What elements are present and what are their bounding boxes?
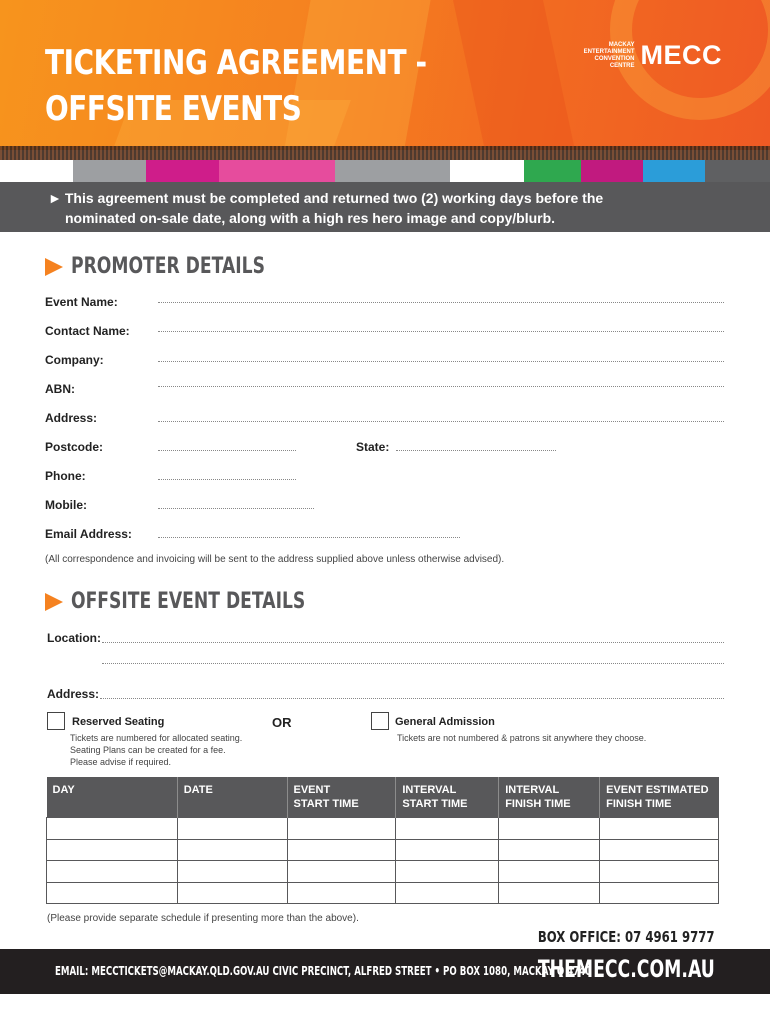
promoter-details-heading	[45, 254, 320, 279]
section-title: PROMOTER DETAILS	[71, 254, 265, 279]
page-title	[45, 40, 427, 132]
location-field-line-2[interactable]	[102, 663, 724, 664]
table-row	[47, 818, 719, 840]
company-label: Company:	[45, 353, 104, 367]
contact-name-field[interactable]	[158, 331, 724, 332]
table-cell[interactable]	[499, 861, 600, 883]
reserved-desc-line: Please advise if required.	[70, 757, 172, 767]
mecc-logo	[579, 40, 723, 71]
email-label: Email Address:	[45, 527, 132, 541]
offsite-details-heading	[45, 589, 371, 614]
header-banner	[0, 0, 770, 150]
postcode-row	[45, 436, 103, 454]
table-cell[interactable]	[287, 882, 396, 904]
or-separator: OR	[272, 715, 292, 730]
title-line-2: OFFSITE EVENTS	[45, 89, 302, 129]
table-cell[interactable]	[499, 839, 600, 861]
state-field[interactable]	[396, 450, 556, 451]
address-row	[45, 407, 97, 425]
column-header-day: DAY	[47, 777, 178, 818]
email-field[interactable]	[158, 537, 460, 538]
abn-row	[45, 378, 75, 396]
table-row	[47, 882, 719, 904]
strip-segment	[643, 160, 705, 182]
contact-name-label: Contact Name:	[45, 324, 130, 338]
box-office-phone: BOX OFFICE: 07 4961 9777	[538, 928, 715, 946]
table-cell[interactable]	[396, 861, 499, 883]
decorative-shape	[447, 0, 584, 150]
address-label: Address:	[45, 411, 98, 425]
triangle-bullet-icon	[45, 593, 63, 611]
table-cell[interactable]	[396, 818, 499, 840]
strip-segment	[450, 160, 523, 182]
reserved-seating-checkbox[interactable]	[47, 712, 65, 730]
general-admission-checkbox[interactable]	[371, 712, 389, 730]
table-cell[interactable]	[287, 818, 396, 840]
strip-segment	[219, 160, 335, 182]
table-cell[interactable]	[177, 882, 287, 904]
phone-row	[45, 465, 86, 483]
logo-subtitle: MACKAY ENTERTAINMENT CONVENTION CENTRE	[583, 41, 635, 69]
table-cell[interactable]	[47, 818, 178, 840]
table-cell[interactable]	[600, 818, 719, 840]
column-header-event-finish: EVENT ESTIMATED FINISH TIME	[600, 777, 719, 818]
table-cell[interactable]	[600, 839, 719, 861]
location-row	[47, 627, 101, 645]
state-row	[356, 436, 389, 454]
table-cell[interactable]	[499, 882, 600, 904]
title-line-1: TICKETING AGREEMENT -	[45, 43, 427, 83]
email-row	[45, 523, 132, 541]
table-cell[interactable]	[396, 839, 499, 861]
table-cell[interactable]	[287, 861, 396, 883]
reserved-desc-line: Seating Plans can be created for a fee.	[70, 745, 226, 755]
location-field-line-1[interactable]	[102, 642, 724, 643]
strip-segment	[73, 160, 146, 182]
footer-bar	[0, 949, 770, 994]
table-cell[interactable]	[499, 818, 600, 840]
abn-label: ABN:	[45, 382, 75, 396]
general-admission-description: Tickets are not numbered & patrons sit anywhere they choose.	[397, 733, 647, 743]
mobile-field[interactable]	[158, 508, 314, 509]
strip-segment	[335, 160, 451, 182]
phone-field[interactable]	[158, 479, 296, 480]
table-row	[47, 861, 719, 883]
footer-website[interactable]: THEMECC.COM.AU	[538, 955, 715, 983]
notice-line-2: nominated on-sale date, along with a high res hero image and copy/blurb.	[65, 210, 556, 226]
reserved-seating-description	[70, 732, 242, 768]
column-header-interval-finish: INTERVAL FINISH TIME	[499, 777, 600, 818]
notice-line-1: This agreement must be completed and returned two (2) working days before the	[64, 190, 604, 206]
company-field[interactable]	[158, 361, 724, 362]
event-name-field[interactable]	[158, 302, 724, 303]
strip-segment	[0, 160, 73, 182]
location-label: Location:	[47, 631, 101, 645]
footer-contact-info: EMAIL: MECCTICKETS@MACKAY.QLD.GOV.AU CIVIC PRECINCT, ALFRED STREET • PO BOX 1080, MACKAY Q 4740	[55, 964, 592, 978]
table-cell[interactable]	[47, 861, 178, 883]
mobile-row	[45, 494, 87, 512]
contact-name-row	[45, 320, 130, 338]
table-row	[47, 839, 719, 861]
mobile-label: Mobile:	[45, 498, 87, 512]
table-cell[interactable]	[396, 882, 499, 904]
color-strip	[0, 160, 770, 182]
table-cell[interactable]	[47, 839, 178, 861]
triangle-bullet-icon	[45, 258, 63, 276]
offsite-address-row	[47, 683, 99, 701]
company-row	[45, 349, 104, 367]
offsite-address-field[interactable]	[100, 698, 724, 699]
column-header-interval-start: INTERVAL START TIME	[396, 777, 499, 818]
column-header-date: DATE	[177, 777, 287, 818]
phone-label: Phone:	[45, 469, 86, 483]
address-field[interactable]	[158, 421, 724, 422]
arrow-right-icon: ►	[48, 190, 62, 206]
reserved-seating-label: Reserved Seating	[72, 716, 165, 728]
column-header-event-start: EVENT START TIME	[287, 777, 396, 818]
strip-segment	[581, 160, 643, 182]
logo-wordmark: MECC	[640, 40, 722, 70]
general-admission-label: General Admission	[395, 716, 495, 728]
table-cell[interactable]	[177, 818, 287, 840]
abn-field[interactable]	[158, 386, 724, 387]
strip-segment	[705, 160, 770, 182]
section-title: OFFSITE EVENT DETAILS	[71, 589, 306, 614]
table-header-row	[47, 777, 719, 818]
event-schedule-table	[46, 777, 719, 904]
schedule-note: (Please provide separate schedule if presenting more than the above).	[47, 913, 359, 924]
event-name-row	[45, 291, 118, 309]
postcode-label: Postcode:	[45, 440, 104, 454]
correspondence-note: (All correspondence and invoicing will be sent to the address supplied above unless otherwise advised).	[45, 554, 505, 565]
event-name-label: Event Name:	[45, 295, 118, 309]
header-fringe	[0, 146, 770, 160]
table-cell[interactable]	[287, 839, 396, 861]
table-cell[interactable]	[177, 861, 287, 883]
strip-segment	[524, 160, 582, 182]
state-label: State:	[356, 440, 390, 454]
table-cell[interactable]	[177, 839, 287, 861]
notice-bar	[0, 182, 770, 232]
table-cell[interactable]	[47, 882, 178, 904]
postcode-field[interactable]	[158, 450, 296, 451]
offsite-address-label: Address:	[47, 687, 100, 701]
table-cell[interactable]	[600, 882, 719, 904]
reserved-desc-line: Tickets are numbered for allocated seating.	[70, 733, 243, 743]
table-cell[interactable]	[600, 861, 719, 883]
strip-segment	[146, 160, 219, 182]
